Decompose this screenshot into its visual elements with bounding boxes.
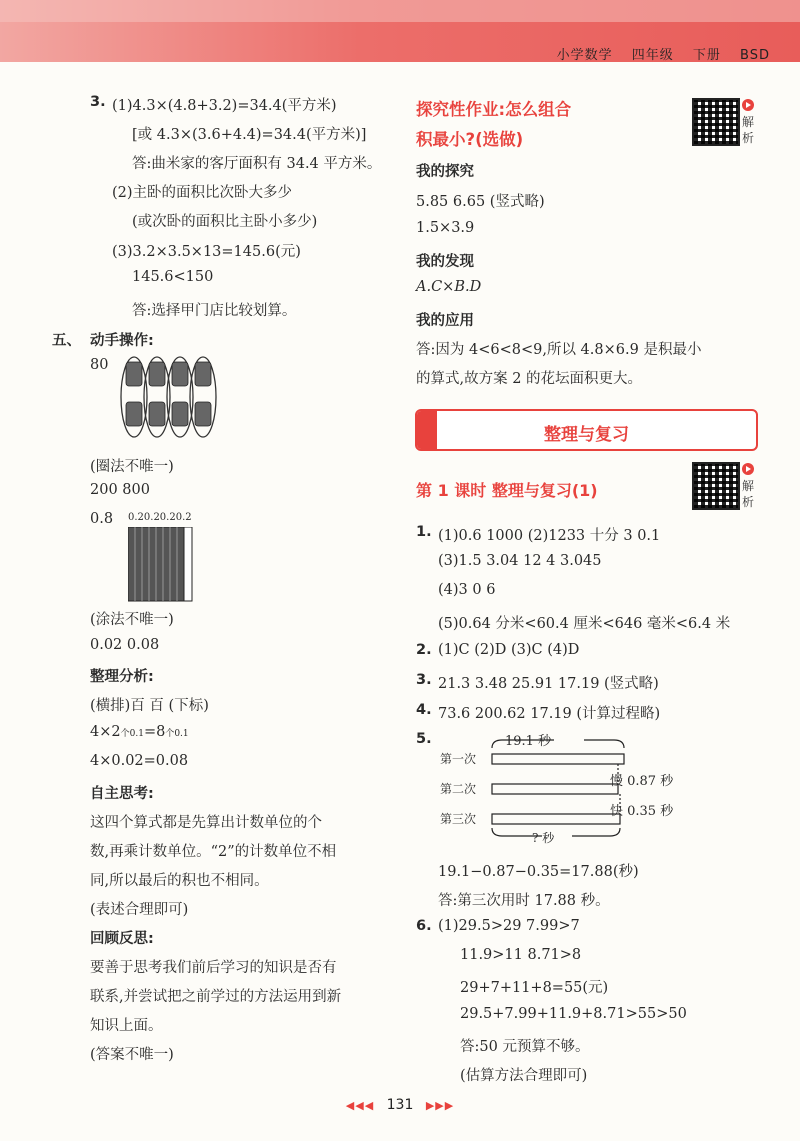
diagram-top-label: 19.1 秒 [505,734,552,749]
review-line2: 联系,并尝试把之前学过的方法运用到新 [90,989,342,1005]
review-line4: (答案不唯一) [90,1047,174,1063]
explore-line1: 5.85 6.65 (竖式略) [416,194,545,210]
explore-title-line2: 积最小?(选做) [416,130,524,149]
analysis-eq1 [90,724,189,740]
r6-line-d: 29.5+7.99+11.9+8.71>55>50 [460,1006,687,1022]
my-explore-title: 我的探究 [416,164,474,180]
q3-line7: 145.6<150 [132,269,214,285]
r1-line-d: (5)0.64 分米<60.4 厘米<646 毫米<6.4 米 [438,616,731,632]
row-200-800: 200 800 [90,482,150,498]
r6-line-b: 11.9>11 8.71>8 [460,947,582,963]
qr-label-explore: 解析 [741,115,754,145]
qr-code-lesson[interactable] [692,462,740,510]
bar-labels: 0.20.20.20.2 [128,512,192,523]
r3-number: 3. [416,672,432,688]
header-edition: BSD [740,48,770,63]
r5-line-a: 19.1−0.87−0.35=17.88(秒) [438,864,639,880]
r6-line-c: 29+7+11+8=55(元) [460,980,609,996]
r4-line: 73.6 200.62 17.19 (计算过程略) [438,706,661,722]
play-icon-2[interactable] [742,463,754,475]
explore-line2: 1.5×3.9 [416,220,475,236]
r1-line-c: (4)3 0 6 [438,582,496,598]
note-circle: (圈法不唯一) [90,459,174,475]
page-footer [0,1097,800,1113]
diagram-bottom-label: ? 秒 [532,831,555,845]
review-title: 回顾反思: [90,931,154,947]
q3-number: 3. [90,94,106,110]
footer-left-arrows: ◀◀◀ [345,1099,375,1112]
section5-number: 五、 [52,333,81,349]
eq1-part-a: 4×2 [90,724,121,740]
q3-line4: (2)主卧的面积比次卧大多少 [112,185,293,201]
apply-line2: 的算式,故方案 2 的花坛面积更大。 [416,371,643,387]
r6-line-e: 答:50 元预算不够。 [460,1039,590,1055]
explore-title-line1: 探究性作业:怎么组合 [416,100,572,119]
value-0-8: 0.8 [90,511,114,527]
q3-line2: [或 4.3×(3.6+4.4)=34.4(平方米)] [132,127,367,143]
right-column-lower [400,0,800,1100]
diagram-row1: 第一次 [440,752,477,766]
note-shade: (涂法不唯一) [90,612,174,628]
bundles-figure [118,352,218,442]
r2-number: 2. [416,642,432,658]
review-line3: 知识上面。 [90,1018,163,1034]
r5-number: 5. [416,731,432,747]
footer-right-arrows: ▶▶▶ [425,1099,455,1112]
eq1-sub2: 个0.1 [165,729,189,739]
q3-line5: (或次卧的面积比主卧小多少) [132,214,318,230]
r6-line-f: (估算方法合理即可) [460,1068,588,1084]
think-line2: 数,再乘计数单位。“2”的计数单位不相 [90,844,337,860]
shaded-bars [128,527,194,603]
page-number: 131 [386,1097,414,1113]
q3-line1: (1)4.3×(4.8+3.2)=34.4(平方米) [112,98,337,114]
row-0-02-0-08: 0.02 0.08 [90,637,160,653]
r5-line-b: 答:第三次用时 17.88 秒。 [438,893,610,909]
think-line1: 这四个算式都是先算出计数单位的个 [90,815,322,831]
q3-line8: 答:选择甲门店比较划算。 [132,303,297,319]
qr-label-lesson: 解析 [741,479,754,509]
analysis-line1: (横排)百 百 (下标) [90,698,209,714]
eq1-part-b: =8 [143,724,166,740]
section-title: 整理与复习 [544,425,629,445]
my-apply-title: 我的应用 [416,313,474,329]
my-find-title: 我的发现 [416,254,474,270]
header-volume: 下册 [692,48,721,63]
r6-number: 6. [416,918,432,934]
diagram-row2: 第二次 [440,782,477,796]
section5-title: 动手操作: [90,333,154,349]
apply-line1: 答:因为 4<6<8<9,所以 4.8×6.9 是积最小 [416,342,702,358]
review-line1: 要善于思考我们前后学习的知识是否有 [90,960,337,976]
r1-line-b: (3)1.5 3.04 12 4 3.045 [438,553,602,569]
r1-line-a: (1)0.6 1000 (2)1233 十分 3 0.1 [438,528,661,544]
eq1-sub1: 个0.1 [120,729,144,739]
analysis-eq2: 4×0.02=0.08 [90,753,189,769]
think-line3: 同,所以最后的积也不相同。 [90,873,269,889]
find-line1: A.C×B.D [416,279,482,295]
r4-number: 4. [416,702,432,718]
q3-line6: (3)3.2×3.5×13=145.6(元) [112,244,301,260]
r1-number: 1. [416,524,432,540]
lesson-title: 第 1 课时 整理与复习(1) [416,481,598,500]
r2-line: (1)C (2)D (3)C (4)D [438,642,580,658]
diagram-row3: 第三次 [440,812,477,826]
analysis-title: 整理分析: [90,669,154,685]
q3-line3: 答:曲米家的客厅面积有 34.4 平方米。 [132,156,382,172]
diagram-fast-label: 快 0.35 秒 [610,804,674,819]
r3-line: 21.3 3.48 25.91 17.19 (竖式略) [438,676,659,692]
diagram-slow-label: 慢 0.87 秒 [610,774,674,789]
header-grade: 四年级 [631,48,674,63]
think-line4: (表述合理即可) [90,902,189,918]
think-title: 自主思考: [90,786,154,802]
value-80: 80 [90,357,109,373]
r6-line-a: (1)29.5>29 7.99>7 [438,918,580,934]
header-subject: 小学数学 [556,48,613,63]
